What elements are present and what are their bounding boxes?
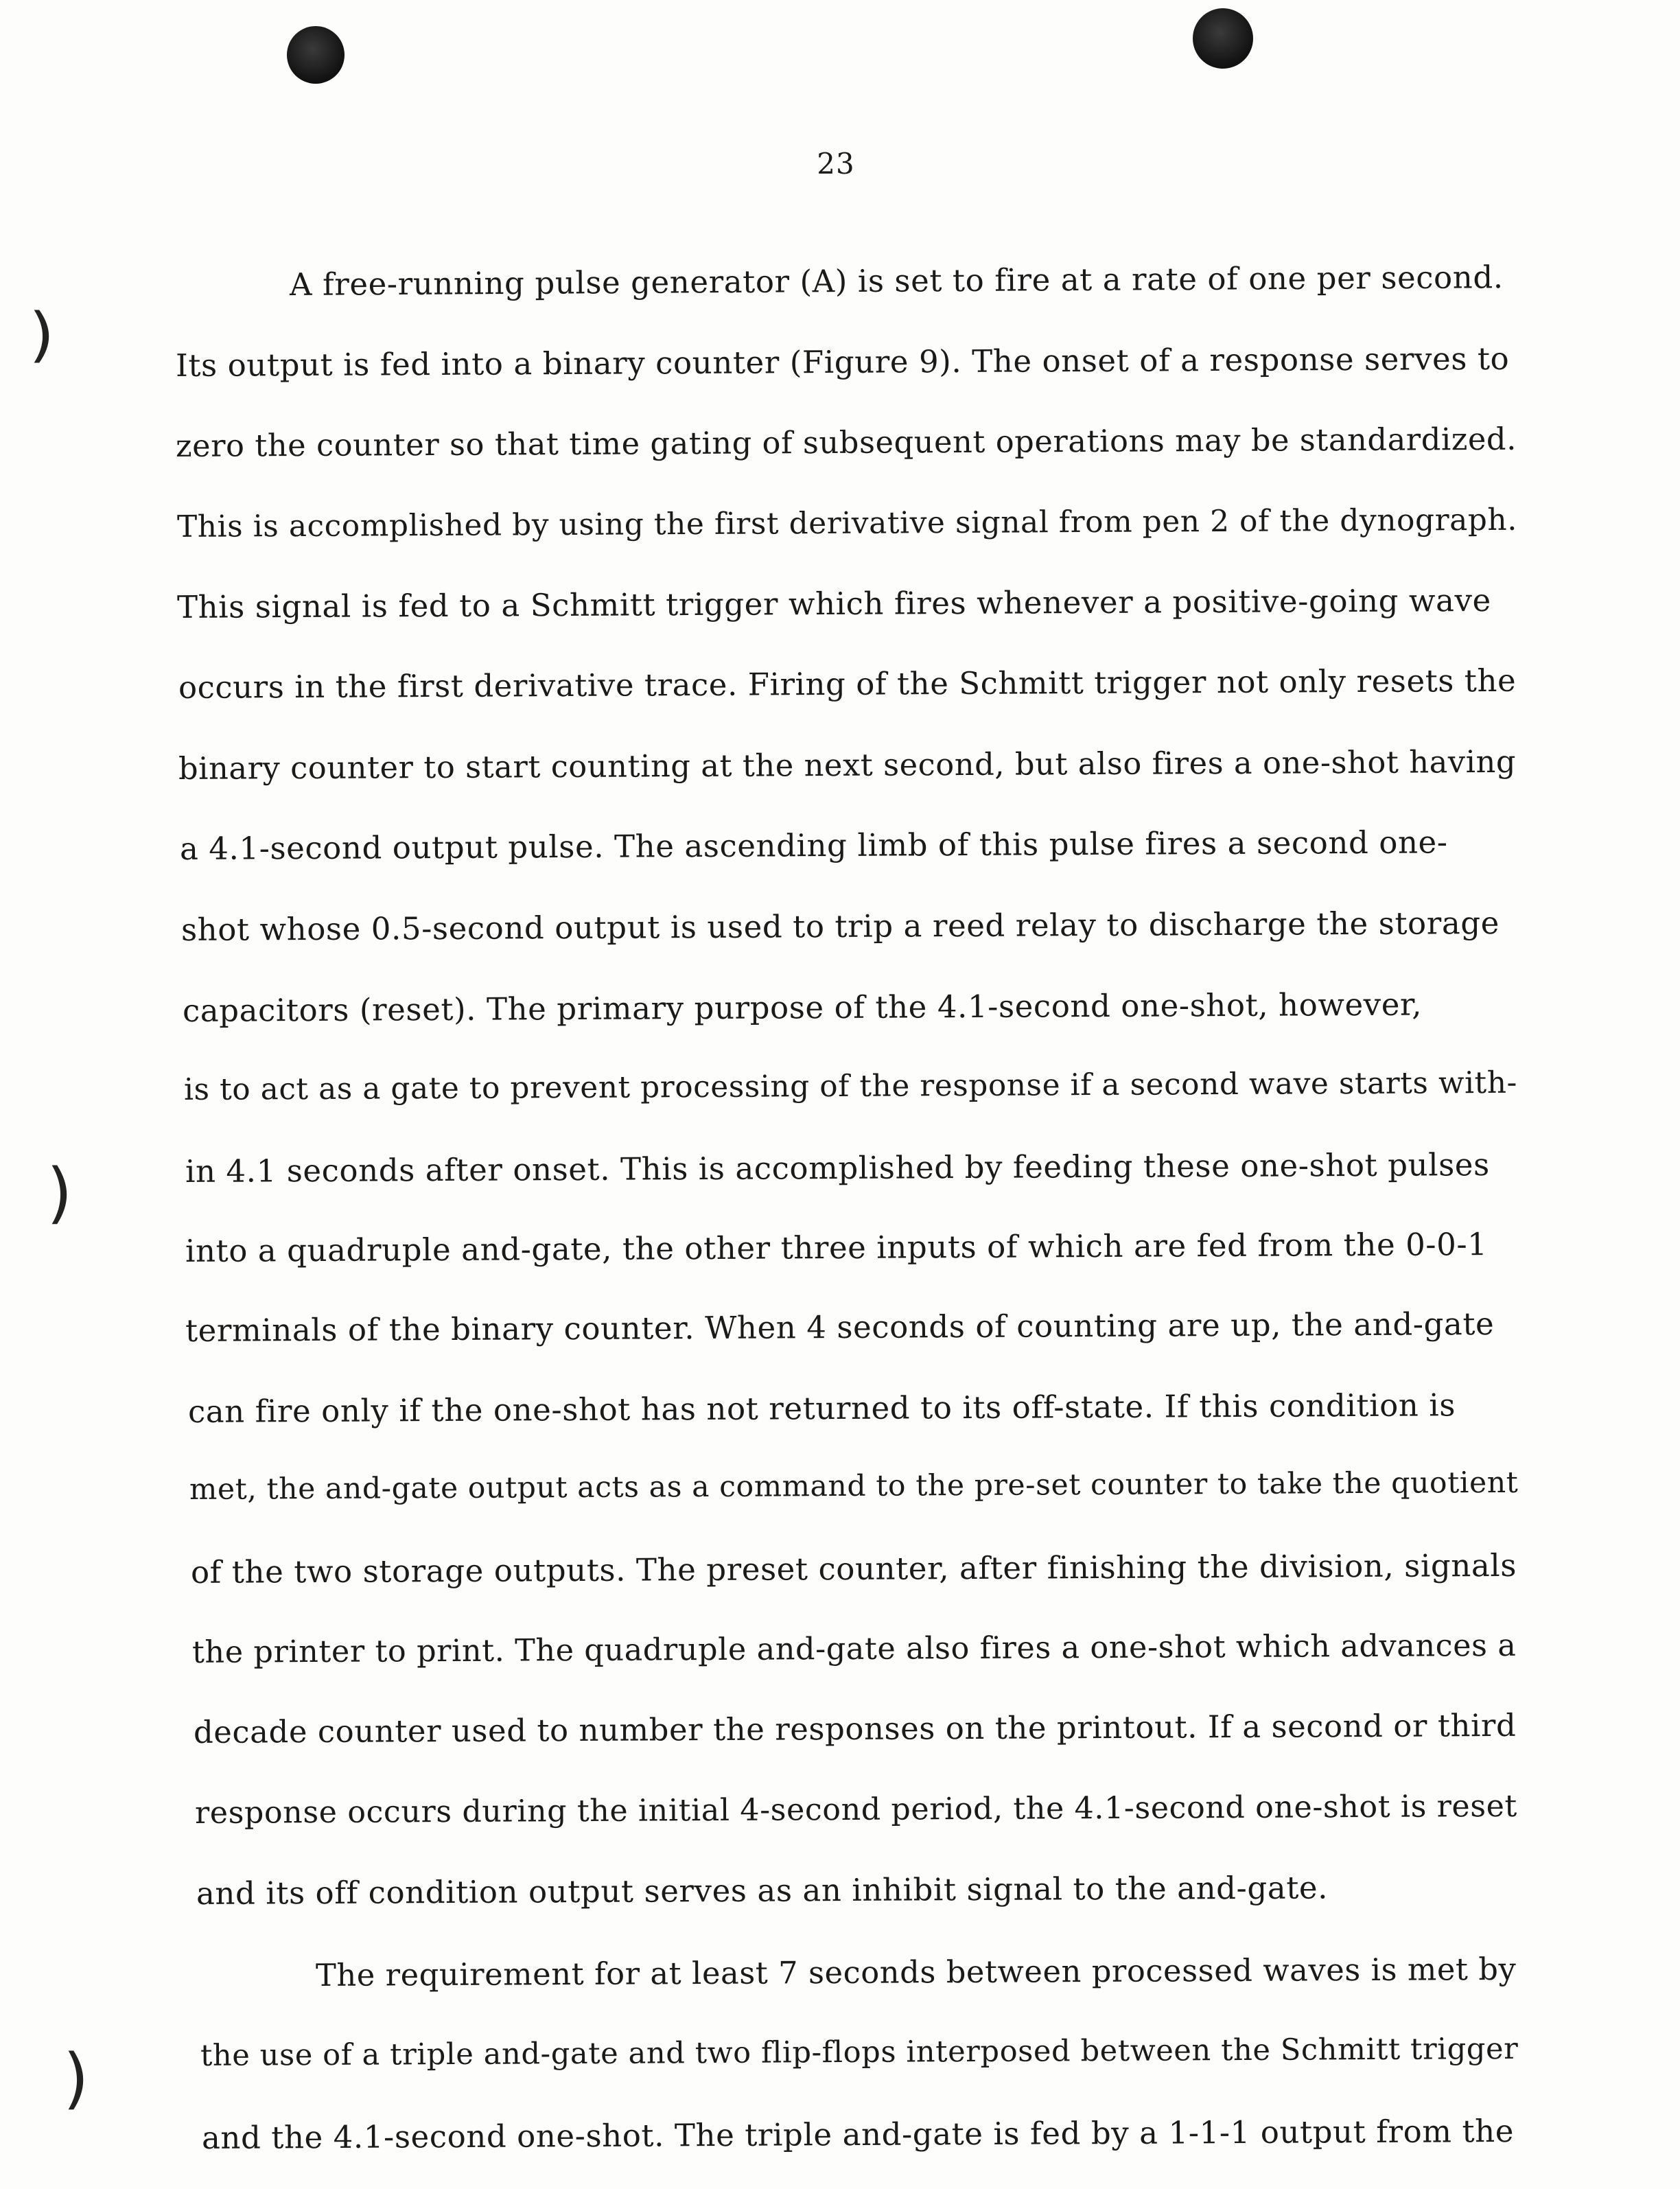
margin-bracket-mark: ) — [63, 2040, 89, 2117]
text-line: in 4.1 seconds after onset. This is accomplished by feeding these one-shot pulses — [185, 1146, 1490, 1190]
text-line: Its output is fed into a binary counter (Figure 9). The onset of a response serves to — [175, 340, 1510, 384]
binding-hole-right — [1193, 8, 1253, 69]
text-line: terminals of the binary counter. When 4 seconds of counting are up, the and-gate — [185, 1306, 1495, 1349]
text-line: This is accomplished by using the first derivative signal from pen 2 of the dynograph. — [176, 502, 1517, 544]
margin-bracket-mark: ) — [47, 1155, 73, 1231]
text-line: occurs in the first derivative trace. Firing of the Schmitt trigger not only resets the — [178, 662, 1517, 706]
text-line: decade counter used to number the responses on the printout. If a second or third — [193, 1706, 1517, 1750]
page-number: 23 — [817, 147, 855, 181]
text-line: met, the and-gate output acts as a command to the pre-set counter to take the quotient — [189, 1466, 1519, 1507]
text-line: into a quadruple and-gate, the other three inputs of which are fed from the 0-0-1 — [185, 1226, 1488, 1269]
text-line: can fire only if the one-shot has not returned to its off-state. If this condition is — [187, 1387, 1456, 1430]
text-line: the printer to print. The quadruple and-gate also fires a one-shot which advances a — [191, 1628, 1517, 1670]
text-line: a 4.1-second output pulse. The ascending limb of this pulse fires a second one- — [179, 824, 1448, 867]
text-line: zero the counter so that time gating of subsequent operations may be standardized. — [175, 421, 1517, 464]
text-line: and its off condition output serves as an inhibit signal to the and-gate. — [196, 1869, 1329, 1912]
binding-hole-left — [287, 26, 345, 84]
text-line: capacitors (reset). The primary purpose of the 4.1-second one-shot, however, — [182, 986, 1423, 1029]
text-line: This signal is fed to a Schmitt trigger which fires whenever a positive-going wave — [176, 581, 1491, 625]
text-line: the use of a triple and-gate and two flip-flops interposed between the Schmitt trigger — [200, 2031, 1519, 2073]
text-line: is to act as a gate to prevent processing of the response if a second wave starts with- — [183, 1065, 1518, 1107]
text-line: of the two storage outputs. The preset counter, after finishing the division, signals — [190, 1547, 1517, 1590]
text-line: response occurs during the initial 4-second period, the 4.1-second one-shot is reset — [194, 1788, 1518, 1831]
text-line: shot whose 0.5-second output is used to trip a reed relay to discharge the storage — [180, 904, 1500, 948]
text-line: binary counter to start counting at the next second, but also fires a one-shot having — [178, 743, 1517, 787]
text-line: and the 4.1-second one-shot. The triple and-gate is fed by a 1-1-1 output from the — [201, 2112, 1515, 2156]
margin-bracket-mark: ) — [29, 300, 55, 370]
text-line: A free-running pulse generator (A) is set to fire at a rate of one per second. — [289, 259, 1504, 303]
text-line: The requirement for at least 7 seconds between processed waves is met by — [315, 1950, 1517, 1993]
